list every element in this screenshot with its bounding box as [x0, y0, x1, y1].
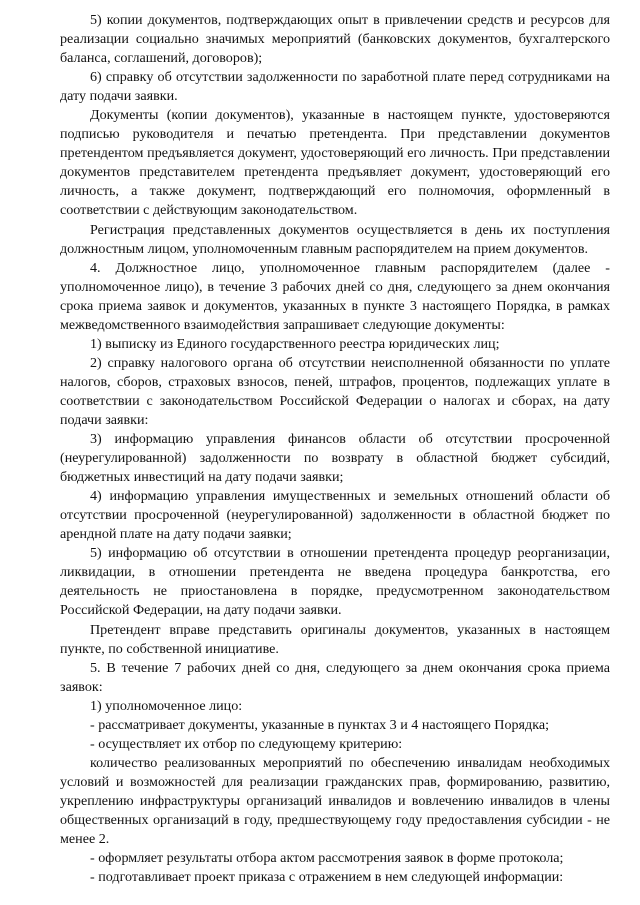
- paragraph-item6-salary: 6) справку об отсутствии задолженности по заработной плате перед сотрудниками на дату подачи заявки.: [60, 69, 610, 105]
- paragraph-authorized-person: 1) уполномоченное лицо:: [90, 697, 243, 714]
- paragraph-selection: - осуществляет их отбор по следующему критерию:: [90, 735, 403, 752]
- paragraph-criterion: количество реализованных мероприятий по обеспечению инвалидам необходимых условий и возможностей для реализации гражданских прав, формированию, развитию, укреплению инфраструктуры организаций инвалидов и вовлечению инвалидов в члены общественных организаций в году, предшествующему году предоставления субсидии - не менее 2.: [60, 754, 610, 848]
- paragraph-reviews-documents: - рассматривает документы, указанные в пунктах 3 и 4 настоящего Порядка;: [90, 716, 549, 733]
- paragraph-request-3: 3) информацию управления финансов области об отсутствии просроченной (неурегулированной) задолженности по возврату в областной бюджет субсидий, бюджетных инвестиций на дату подачи заявки;: [60, 431, 610, 486]
- paragraph-documents-certification: Документы (копии документов), указанные в настоящем пункте, удостоверяются подписью руководителя и печатью претендента. При представлении документов претендентом предъявляется документ, удостоверяющий его личность. При представлении документов представителем претендента предъявляет документ, удостоверяющий его личность, а также документ, подтверждающий его полномочия, оформленный в соответствии с действующим законодательством.: [60, 107, 610, 219]
- paragraph-item5-copies: 5) копии документов, подтверждающих опыт в привлечении средств и ресурсов для реализации социально значимых мероприятий (банковских документов, бухгалтерского баланса, соглашений, договоров);: [60, 12, 610, 67]
- paragraph-originals: Претендент вправе представить оригиналы документов, указанных в настоящем пункте, по собственной инициативе.: [60, 621, 610, 657]
- paragraph-registration: Регистрация представленных документов осуществляется в день их поступления должностным лицом, уполномоченным главным распорядителем на прием документов.: [60, 221, 610, 257]
- paragraph-section-5: 5. В течение 7 рабочих дней со дня, следующего за днем окончания срока приема заявок:: [60, 659, 610, 695]
- paragraph-request-4: 4) информацию управления имущественных и земельных отношений области об отсутствии просроченной (неурегулированной) задолженности в областной бюджет по арендной плате на дату подачи заявки;: [60, 488, 610, 543]
- document-page: [60, 11, 610, 887]
- paragraph-draft-order: - подготавливает проект приказа с отражением в нем следующей информации:: [90, 869, 564, 886]
- paragraph-section-4: 4. Должностное лицо, уполномоченное главным распорядителем (далее - уполномоченное лицо), в течение 3 рабочих дней со дня, следующего за днем окончания срока приема заявок и документов, указанных в пункте 3 настоящего Порядка, в рамках межведомственного взаимодействия запрашивает следующие документы:: [60, 259, 610, 333]
- paragraph-request-1: 1) выписку из Единого государственного реестра юридических лиц;: [90, 335, 500, 352]
- paragraph-request-2: 2) справку налогового органа об отсутствии неисполненной обязанности по уплате налогов, сборов, страховых взносов, пеней, штрафов, процентов, подлежащих уплате в соответствии с законодательством Российской Федерации о налогах и сборах, на дату подачи заявки:: [60, 354, 610, 428]
- paragraph-request-5: 5) информацию об отсутствии в отношении претендента процедур реорганизации, ликвидации, в отношении претендента не введена процедура банкротства, его деятельность не приостановлена в порядке, предусмотренном законодательством Российской Федерации, на дату подачи заявки.: [60, 545, 610, 619]
- paragraph-protocol: - оформляет результаты отбора актом рассмотрения заявок в форме протокола;: [90, 850, 564, 867]
